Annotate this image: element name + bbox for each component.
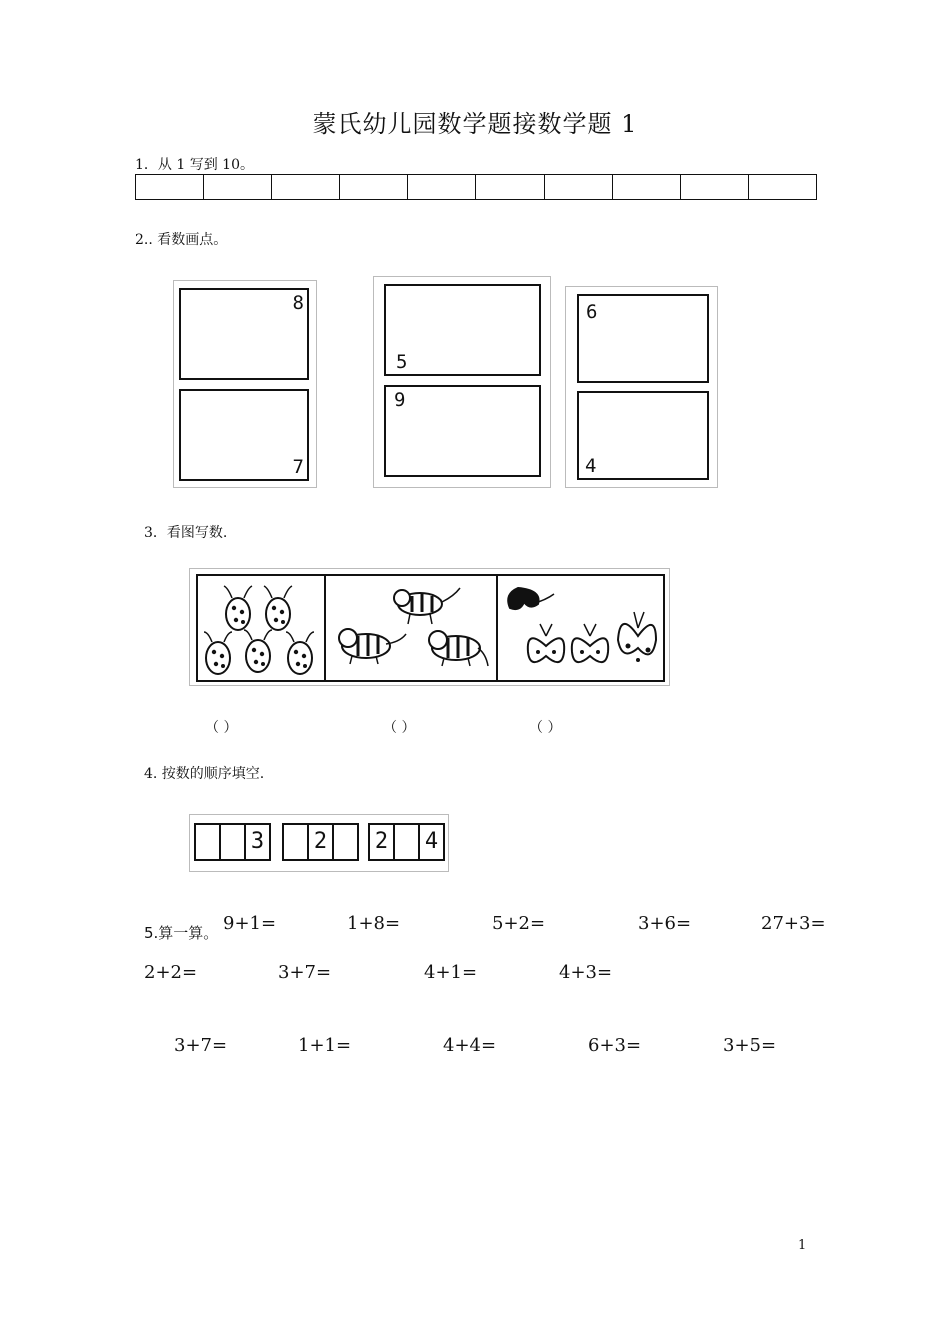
dot-box[interactable] (577, 391, 709, 480)
ladybug-icon (198, 576, 324, 680)
sequence-panel (189, 814, 449, 872)
sequence-group (194, 823, 271, 861)
page-number: 1 (798, 1238, 807, 1253)
dot-box[interactable] (179, 389, 309, 481)
box-number: 4 (585, 455, 597, 477)
question-3-label: 3．看图写数. (144, 525, 228, 541)
grid-cell[interactable] (476, 175, 544, 199)
grid-cell[interactable] (408, 175, 476, 199)
cat-section (326, 576, 498, 680)
grid-cell[interactable] (204, 175, 272, 199)
grid-cell[interactable] (545, 175, 613, 199)
equation: 3+7= (278, 962, 332, 983)
write-grid (135, 174, 817, 200)
cat-icon (326, 576, 496, 680)
answer-blank[interactable]: （ ） (383, 720, 416, 736)
grid-cell[interactable] (613, 175, 681, 199)
sequence-cell[interactable] (221, 825, 246, 859)
dot-panel-3 (565, 286, 718, 488)
equation: 4+1= (424, 962, 478, 983)
page-title: 蒙氏幼儿园数学题接数学题 1 (312, 110, 638, 138)
sequence-cell: 2 (309, 825, 334, 859)
question-4-label: 4. 按数的顺序填空. (144, 766, 265, 782)
equation: 6+3= (588, 1035, 642, 1056)
dot-box[interactable] (179, 288, 309, 380)
equation: 4+4= (443, 1035, 497, 1056)
sequence-cell[interactable] (395, 825, 420, 859)
sequence-group (282, 823, 359, 861)
equation: 3+5= (723, 1035, 777, 1056)
equation: 4+3= (559, 962, 613, 983)
sequence-cell[interactable] (284, 825, 309, 859)
dot-box[interactable] (577, 294, 709, 383)
box-number: 5 (396, 351, 408, 373)
box-number: 7 (292, 456, 304, 478)
dot-box[interactable] (384, 284, 541, 376)
grid-cell[interactable] (340, 175, 408, 199)
question-5-label: 5.算一算。 (144, 924, 219, 942)
sequence-cell[interactable] (196, 825, 221, 859)
ladybug-section (198, 576, 326, 680)
box-number: 8 (292, 292, 304, 314)
sequence-cell: 3 (250, 829, 265, 854)
equation: 1+8= (347, 913, 401, 934)
answer-blank[interactable]: （ ） (529, 720, 562, 736)
grid-cell[interactable] (749, 175, 816, 199)
sequence-group (368, 823, 445, 861)
equation: 3+7= (174, 1035, 228, 1056)
picture-count-panel (189, 568, 670, 686)
sequence-cell[interactable] (334, 825, 357, 859)
box-number: 9 (394, 389, 406, 411)
grid-cell[interactable] (681, 175, 749, 199)
question-1-label: 1．从 1 写到 10。 (135, 157, 254, 173)
grid-cell[interactable] (272, 175, 340, 199)
equation: 1+1= (298, 1035, 352, 1056)
sequence-cell: 4 (424, 829, 439, 854)
dot-panel-2 (373, 276, 551, 488)
butterfly-section (498, 576, 667, 680)
equation: 5+2= (492, 913, 546, 934)
answer-blank[interactable]: （ ） (205, 720, 238, 736)
butterfly-icon (498, 576, 667, 680)
equation: 3+6= (638, 913, 692, 934)
question-2-label: 2.. 看数画点。 (135, 232, 228, 248)
box-number: 6 (586, 301, 598, 323)
dot-box[interactable] (384, 385, 541, 477)
equation: 9+1= (223, 913, 277, 934)
equation: 2+2= (144, 962, 198, 983)
equation: 27+3= (761, 913, 826, 934)
dot-panel-1 (173, 280, 317, 488)
sequence-cell: 2 (370, 825, 395, 859)
grid-cell[interactable] (136, 175, 204, 199)
